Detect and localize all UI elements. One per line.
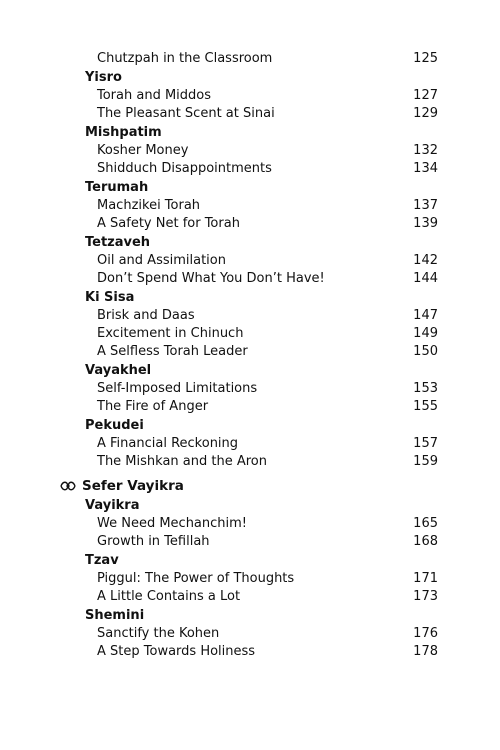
toc-entry-page-number: 149 — [413, 326, 438, 341]
toc-entry — [0, 50, 500, 68]
toc-entry-page-number: 144 — [413, 271, 438, 286]
toc-entry-title: Kosher Money — [97, 143, 189, 158]
toc-entry-page-number: 147 — [413, 308, 438, 323]
toc-entry-page-number: 127 — [413, 88, 438, 103]
toc-entry — [0, 435, 500, 453]
toc-entry — [0, 453, 500, 471]
toc-entry-title: We Need Mechanchim! — [97, 516, 248, 531]
toc-section-title: Pekudei — [85, 418, 144, 433]
toc-section-heading — [0, 362, 500, 380]
toc-entry — [0, 380, 500, 398]
toc-section-title: Yisro — [85, 70, 122, 85]
toc-entry-title: The Mishkan and the Aron — [97, 454, 267, 469]
toc-entry-page-number: 125 — [413, 51, 438, 66]
toc-section-title: Tzav — [85, 553, 119, 568]
toc-entry-page-number: 153 — [413, 381, 438, 396]
toc-entry — [0, 643, 500, 661]
toc-entry-title: Sanctify the Kohen — [97, 626, 220, 641]
toc-section-title: Shemini — [85, 608, 145, 623]
toc-entry-title: A Safety Net for Torah — [97, 216, 240, 231]
toc-entry-title: Chutzpah in the Classroom — [97, 51, 273, 66]
toc-entry-page-number: 165 — [413, 516, 438, 531]
toc-entry-title: Piggul: The Power of Thoughts — [97, 571, 295, 586]
toc-entry — [0, 307, 500, 325]
toc-section-title: Vayakhel — [85, 363, 152, 378]
toc-entry — [0, 142, 500, 160]
toc-section-title: Tetzaveh — [85, 235, 151, 250]
toc-entry-title: Machzikei Torah — [97, 198, 201, 213]
toc-entry-title: The Pleasant Scent at Sinai — [97, 106, 275, 121]
toc-entry-title: A Financial Reckoning — [97, 436, 239, 451]
ornament-icon — [60, 480, 76, 492]
toc-entry-title: Self-Imposed Limitations — [97, 381, 258, 396]
toc-entry-page-number: 155 — [413, 399, 438, 414]
toc-entry-page-number: 132 — [413, 143, 438, 158]
toc-section-title: Mishpatim — [85, 125, 162, 140]
toc-entry-page-number: 142 — [413, 253, 438, 268]
toc-entry — [0, 197, 500, 215]
toc-entry-page-number: 137 — [413, 198, 438, 213]
toc-entry-page-number: 159 — [413, 454, 438, 469]
toc-book-title: Sefer Vayikra — [82, 478, 184, 494]
toc-book-heading — [0, 476, 500, 496]
toc-entry-page-number: 157 — [413, 436, 438, 451]
toc-section-heading — [0, 607, 500, 625]
toc-section-title: Terumah — [85, 180, 149, 195]
toc-section-heading — [0, 124, 500, 142]
table-of-contents — [0, 50, 500, 661]
toc-entry-title: Brisk and Daas — [97, 308, 195, 323]
toc-entry — [0, 398, 500, 416]
toc-entry-title: The Fire of Anger — [97, 399, 209, 414]
toc-section-title: Ki Sisa — [85, 290, 135, 305]
toc-entry — [0, 325, 500, 343]
toc-entry — [0, 215, 500, 233]
toc-entry — [0, 570, 500, 588]
toc-section-heading — [0, 179, 500, 197]
toc-entry-title: Don’t Spend What You Don’t Have! — [97, 271, 325, 286]
toc-entry-page-number: 173 — [413, 589, 438, 604]
toc-entry-page-number: 176 — [413, 626, 438, 641]
toc-entry-page-number: 129 — [413, 106, 438, 121]
toc-section-heading — [0, 289, 500, 307]
toc-entry-title: Excitement in Chinuch — [97, 326, 244, 341]
toc-section-heading — [0, 69, 500, 87]
toc-entry-page-number: 134 — [413, 161, 438, 176]
toc-entry-title: A Little Contains a Lot — [97, 589, 241, 604]
toc-entry-title: Torah and Middos — [97, 88, 212, 103]
toc-section-title: Vayikra — [85, 498, 140, 513]
toc-section-heading — [0, 417, 500, 435]
toc-entry-page-number: 150 — [413, 344, 438, 359]
toc-entry-title: A Step Towards Holiness — [97, 644, 256, 659]
toc-section-heading — [0, 552, 500, 570]
toc-entry — [0, 343, 500, 361]
toc-entry — [0, 270, 500, 288]
toc-entry — [0, 588, 500, 606]
toc-entry-page-number: 168 — [413, 534, 438, 549]
toc-entry-title: Oil and Assimilation — [97, 253, 226, 268]
toc-entry — [0, 625, 500, 643]
toc-entry — [0, 160, 500, 178]
toc-section-heading — [0, 234, 500, 252]
toc-entry-page-number: 139 — [413, 216, 438, 231]
toc-entry-title: Growth in Tefillah — [97, 534, 210, 549]
toc-entry-page-number: 171 — [413, 571, 438, 586]
toc-entry — [0, 105, 500, 123]
toc-entry — [0, 87, 500, 105]
toc-entry — [0, 533, 500, 551]
toc-entry-page-number: 178 — [413, 644, 438, 659]
toc-entry — [0, 252, 500, 270]
toc-entry-title: A Selfless Torah Leader — [97, 344, 248, 359]
toc-entry-title: Shidduch Disappointments — [97, 161, 272, 176]
toc-entry — [0, 515, 500, 533]
toc-section-heading — [0, 497, 500, 515]
